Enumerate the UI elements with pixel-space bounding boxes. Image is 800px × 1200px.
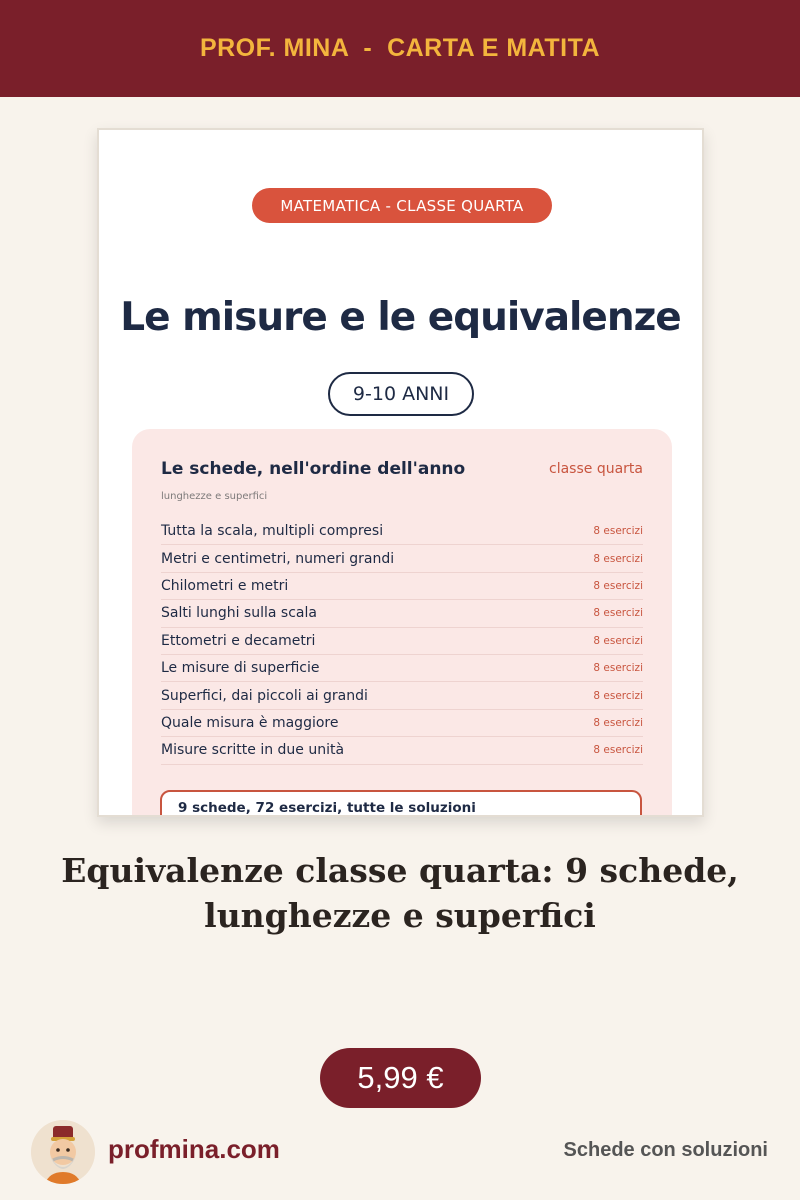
exercise-count: 8 esercizi: [593, 689, 643, 702]
list-item: [161, 682, 643, 709]
worksheet-name: Chilometri e metri: [161, 577, 289, 594]
summary-box: 9 schede, 72 esercizi, tutte le soluzioni: [160, 790, 642, 817]
worksheet-name: Superfici, dai piccoli ai grandi: [161, 687, 368, 704]
exercise-count: 8 esercizi: [593, 662, 643, 675]
worksheet-list: [161, 518, 643, 765]
site-link[interactable]: profmina.com: [108, 1134, 280, 1164]
exercise-count: 8 esercizi: [593, 607, 643, 620]
brand-title: PROF. MINA - CARTA E MATITA: [199, 34, 601, 62]
list-item: [161, 710, 643, 737]
footer-tagline: Schede con soluzioni: [563, 1139, 768, 1161]
exercise-count: 8 esercizi: [593, 744, 643, 757]
list-item: [161, 600, 643, 627]
product-preview-card[interactable]: [97, 128, 704, 817]
exercise-count: 8 esercizi: [593, 525, 643, 538]
subject-badge: MATEMATICA - CLASSE QUARTA: [252, 188, 552, 223]
exercise-count: 8 esercizi: [593, 552, 643, 565]
list-item: [161, 573, 643, 600]
age-badge: 9-10 ANNI: [328, 372, 474, 416]
list-item: [161, 737, 643, 764]
worksheet-name: Salti lunghi sulla scala: [161, 605, 317, 622]
exercise-count: 8 esercizi: [593, 579, 643, 592]
price-button[interactable]: 5,99 €: [320, 1048, 481, 1108]
worksheet-name: Metri e centimetri, numeri grandi: [161, 550, 395, 567]
list-item: [161, 518, 643, 545]
teacher-avatar-icon: [31, 1120, 95, 1184]
product-headline[interactable]: Equivalenze classe quarta: 9 schede, lunghezze e superfici: [61, 851, 739, 935]
worksheet-name: Le misure di superficie: [161, 660, 320, 677]
panel-heading: Le schede, nell'ordine dell'anno: [161, 459, 466, 479]
worksheet-name: Tutta la scala, multipli compresi: [161, 523, 384, 540]
list-item: [161, 628, 643, 655]
worksheet-name: Misure scritte in due unità: [161, 742, 345, 759]
worksheet-title: Le misure e le equivalenze: [120, 295, 681, 340]
panel-subtitle: lunghezze e superfici: [161, 491, 268, 502]
worksheet-name: Ettometri e decametri: [161, 632, 316, 649]
exercise-count: 8 esercizi: [593, 634, 643, 647]
worksheet-name: Quale misura è maggiore: [161, 714, 339, 731]
exercise-count: 8 esercizi: [593, 716, 643, 729]
worksheet-list-panel: [132, 429, 672, 817]
list-item: [161, 655, 643, 682]
top-banner: [0, 0, 800, 97]
list-item: [161, 545, 643, 572]
panel-grade-tag: classe quarta: [549, 461, 643, 477]
